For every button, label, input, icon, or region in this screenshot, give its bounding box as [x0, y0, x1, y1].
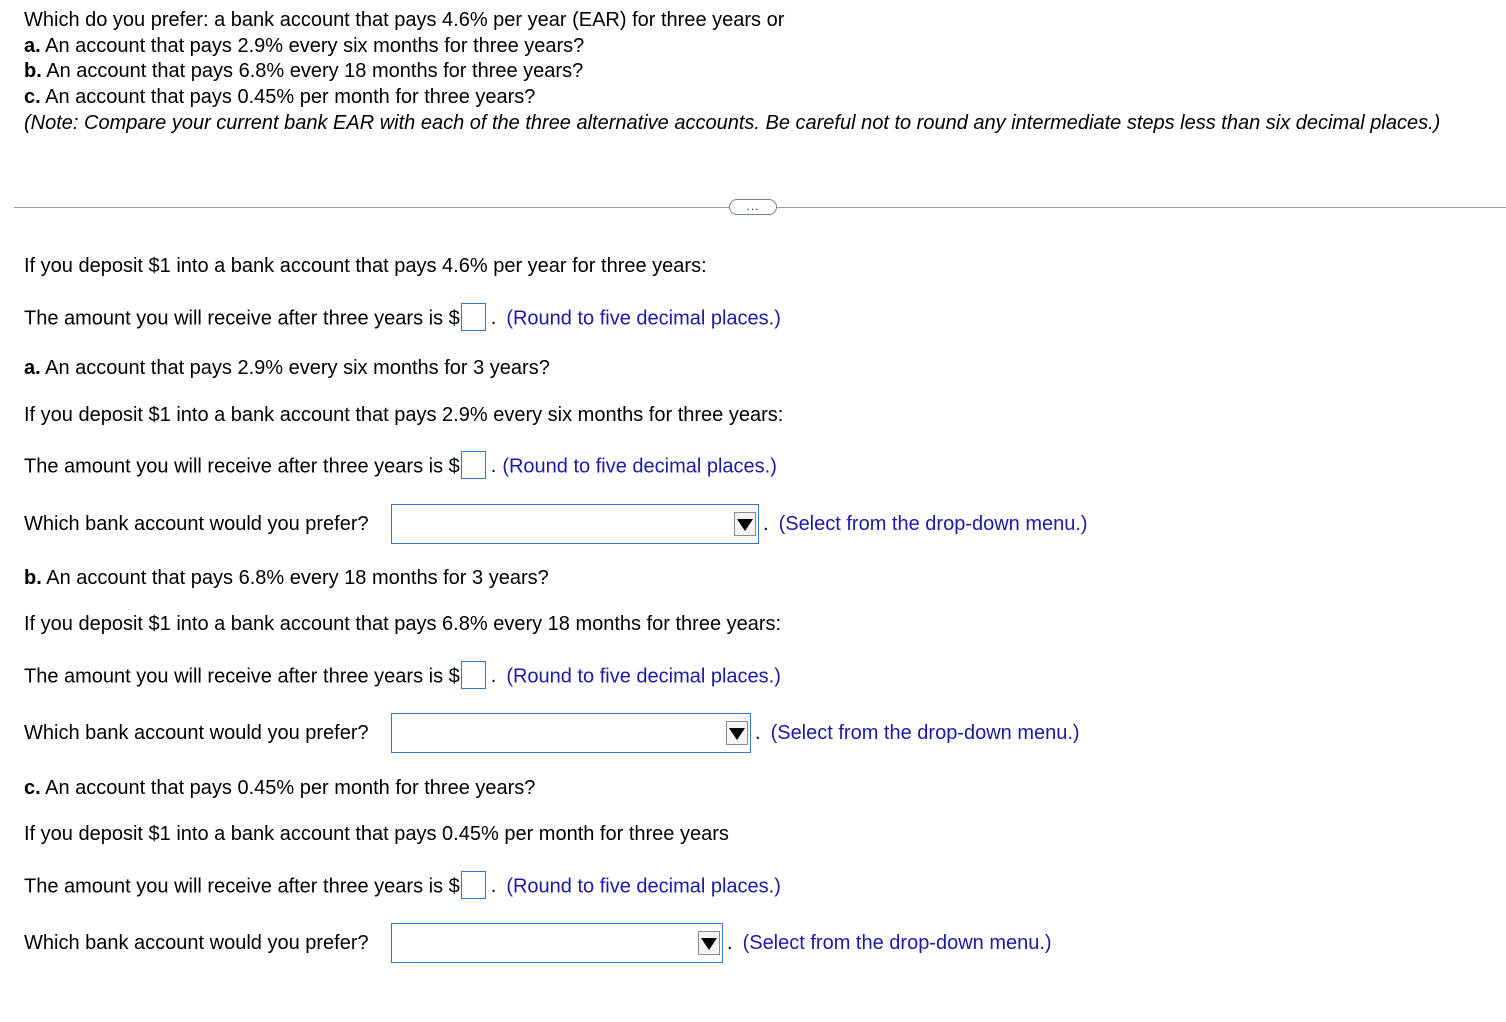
part-c-preference-select[interactable]	[391, 923, 723, 963]
part-a-amount-input[interactable]	[461, 451, 486, 479]
chevron-down-icon[interactable]	[734, 512, 756, 536]
part-a-deposit-text: If you deposit $1 into a bank account that pays 2.9% every six months for three years:	[24, 404, 784, 426]
part-c-select-hint: (Select from the drop-down menu.)	[742, 932, 1052, 954]
base-amount-input[interactable]	[461, 303, 486, 331]
question-note: (Note: Compare your current bank EAR with each of the three alternative accounts. Be careful not to round any intermediate steps less than six decimal places.)	[24, 112, 1441, 134]
part-a-amount-label: The amount you will receive after three years is $	[24, 455, 460, 478]
chevron-down-icon[interactable]	[726, 721, 748, 745]
part-a-select-hint: (Select from the drop-down menu.)	[778, 513, 1088, 535]
part-c-amount-input[interactable]	[461, 871, 486, 899]
expand-more-button[interactable]: ...	[729, 199, 777, 215]
part-a-amount-row: The amount you will receive after three years is $ . (Round to five decimal places.)	[24, 453, 777, 481]
part-a-title: a. An account that pays 2.9% every six months for 3 years?	[24, 357, 550, 379]
part-b-preference-select[interactable]	[391, 713, 751, 753]
question-intro: Which do you prefer: a bank account that pays 4.6% per year (EAR) for three years or	[24, 9, 785, 31]
chevron-down-icon[interactable]	[698, 931, 720, 955]
part-c-amount-row: The amount you will receive after three years is $ . (Round to five decimal places.)	[24, 873, 781, 901]
part-b-title: b. An account that pays 6.8% every 18 months for 3 years?	[24, 567, 549, 589]
part-b-select-hint: (Select from the drop-down menu.)	[770, 722, 1080, 744]
question-option-b: b. An account that pays 6.8% every 18 months for three years?	[24, 60, 584, 82]
base-deposit-text: If you deposit $1 into a bank account that pays 4.6% per year for three years:	[24, 255, 707, 277]
part-b-amount-label: The amount you will receive after three years is $	[24, 665, 460, 688]
part-c-amount-label: The amount you will receive after three years is $	[24, 875, 460, 898]
part-b-round-hint: (Round to five decimal places.)	[506, 665, 781, 688]
part-c-title: c. An account that pays 0.45% per month for three years?	[24, 777, 536, 799]
question-option-c: c. An account that pays 0.45% per month for three years?	[24, 86, 536, 108]
part-b-deposit-text: If you deposit $1 into a bank account that pays 6.8% every 18 months for three years:	[24, 613, 782, 635]
part-c-round-hint: (Round to five decimal places.)	[506, 875, 781, 898]
part-a-prefer-label: Which bank account would you prefer?	[24, 513, 369, 535]
part-c-prefer-label: Which bank account would you prefer?	[24, 932, 369, 954]
base-round-hint: (Round to five decimal places.)	[506, 307, 781, 330]
base-amount-label: The amount you will receive after three years is $	[24, 307, 460, 330]
part-a-round-hint: (Round to five decimal places.)	[502, 455, 777, 478]
part-b-prefer-label: Which bank account would you prefer?	[24, 722, 369, 744]
part-c-deposit-text: If you deposit $1 into a bank account that pays 0.45% per month for three years	[24, 823, 729, 845]
base-amount-row: The amount you will receive after three years is $ . (Round to five decimal places.)	[24, 305, 781, 333]
part-b-amount-row: The amount you will receive after three years is $ . (Round to five decimal places.)	[24, 663, 781, 691]
question-option-a: a. An account that pays 2.9% every six months for three years?	[24, 35, 585, 57]
part-a-preference-select[interactable]	[391, 504, 759, 544]
part-b-amount-input[interactable]	[461, 661, 486, 689]
